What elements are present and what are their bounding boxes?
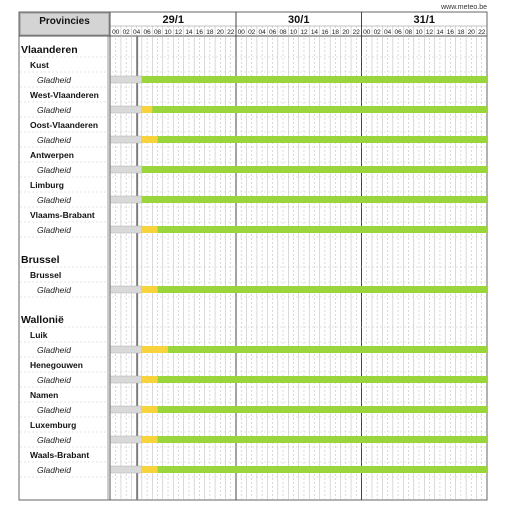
hour-tick-label: 00 bbox=[363, 29, 371, 36]
hour-tick-label: 14 bbox=[310, 29, 319, 36]
bar-segment-yellow bbox=[142, 466, 158, 473]
row-parameter-label: Gladheid bbox=[37, 105, 72, 115]
hour-tick-label: 22 bbox=[227, 29, 235, 36]
bar-segment-green bbox=[158, 466, 487, 473]
bar-segment-gray bbox=[111, 166, 142, 173]
province-label: Antwerpen bbox=[30, 150, 74, 160]
province-label: Henegouwen bbox=[30, 360, 83, 370]
header-label: Provincies bbox=[39, 16, 90, 27]
hour-tick-label: 14 bbox=[436, 29, 444, 36]
hour-tick-label: 08 bbox=[404, 29, 413, 36]
bar-segment-green bbox=[152, 106, 487, 113]
hour-tick-label: 00 bbox=[237, 29, 245, 36]
group-label: Vlaanderen bbox=[21, 44, 78, 56]
row-parameter-label: Gladheid bbox=[37, 375, 72, 385]
bar-segment-yellow bbox=[142, 346, 168, 353]
hour-tick-label: 16 bbox=[195, 29, 204, 36]
bar-segment-green bbox=[158, 226, 487, 233]
hour-tick-label: 02 bbox=[122, 29, 130, 36]
hour-tick-label: 02 bbox=[373, 29, 381, 36]
bar-segment-gray bbox=[111, 406, 142, 413]
bar-segment-green bbox=[158, 406, 487, 413]
hour-tick-label: 16 bbox=[446, 29, 455, 36]
province-label: Kust bbox=[30, 60, 49, 70]
hour-tick-label: 10 bbox=[289, 29, 298, 36]
bar-segment-gray bbox=[111, 226, 142, 233]
bar-segment-gray bbox=[111, 466, 142, 473]
hour-tick-label: 20 bbox=[216, 29, 224, 36]
bar-segment-yellow bbox=[142, 286, 158, 293]
province-label: Vlaams-Brabant bbox=[30, 210, 95, 220]
province-label: Namen bbox=[30, 390, 59, 400]
hour-tick-label: 02 bbox=[248, 29, 256, 36]
hour-tick-label: 06 bbox=[143, 29, 151, 36]
province-label: Luik bbox=[30, 330, 48, 340]
hour-tick-label: 20 bbox=[467, 29, 475, 36]
hour-tick-label: 16 bbox=[321, 29, 329, 36]
hour-tick-label: 06 bbox=[394, 29, 402, 36]
source-label: www.meteo.be bbox=[441, 4, 487, 11]
bar-segment-green bbox=[158, 286, 487, 293]
province-label: West-Vlaanderen bbox=[30, 90, 99, 100]
hour-tick-label: 06 bbox=[268, 29, 277, 36]
group-label: Brussel bbox=[21, 254, 60, 266]
bar-segment-yellow bbox=[142, 436, 158, 443]
bar-segment-green bbox=[142, 76, 487, 83]
bar-segment-gray bbox=[111, 376, 142, 383]
row-parameter-label: Gladheid bbox=[37, 405, 72, 415]
hour-tick-label: 12 bbox=[174, 29, 183, 36]
hour-tick-label: 10 bbox=[415, 29, 423, 36]
province-label: Limburg bbox=[30, 180, 64, 190]
hour-tick-label: 04 bbox=[258, 29, 266, 36]
bar-segment-green bbox=[158, 136, 487, 143]
row-parameter-label: Gladheid bbox=[37, 345, 72, 355]
chart-frame bbox=[19, 12, 487, 500]
row-parameter-label: Gladheid bbox=[37, 195, 72, 205]
hour-tick-label: 22 bbox=[478, 29, 486, 36]
bar-segment-green bbox=[158, 376, 487, 383]
row-parameter-label: Gladheid bbox=[37, 75, 72, 85]
bar-segment-green bbox=[142, 196, 487, 203]
hour-tick-label: 12 bbox=[425, 29, 434, 36]
bar-segment-gray bbox=[111, 346, 142, 353]
bar-segment-gray bbox=[111, 136, 142, 143]
bar-segment-yellow bbox=[142, 376, 158, 383]
hour-tick-label: 20 bbox=[342, 29, 350, 36]
hour-tick-label: 14 bbox=[185, 29, 193, 36]
hour-tick-label: 00 bbox=[112, 29, 120, 36]
bar-segment-gray bbox=[111, 76, 142, 83]
province-label: Brussel bbox=[30, 270, 62, 280]
group-label: Wallonië bbox=[21, 314, 64, 326]
hour-tick-label: 10 bbox=[164, 29, 172, 36]
bar-segment-gray bbox=[111, 196, 142, 203]
row-parameter-label: Gladheid bbox=[37, 285, 72, 295]
hour-tick-label: 22 bbox=[352, 29, 360, 36]
bar-segment-green bbox=[142, 166, 487, 173]
row-parameter-label: Gladheid bbox=[37, 165, 72, 175]
bar-segment-yellow bbox=[142, 106, 152, 113]
hour-tick-label: 18 bbox=[206, 29, 214, 36]
hour-tick-label: 04 bbox=[384, 29, 392, 36]
row-parameter-label: Gladheid bbox=[37, 465, 72, 475]
bar-segment-yellow bbox=[142, 136, 158, 143]
province-label: Waals-Brabant bbox=[30, 450, 90, 460]
row-parameter-label: Gladheid bbox=[37, 225, 72, 235]
row-parameter-label: Gladheid bbox=[37, 135, 72, 145]
hour-tick-label: 04 bbox=[133, 29, 141, 36]
bar-segment-green bbox=[158, 436, 487, 443]
row-parameter-label: Gladheid bbox=[37, 435, 72, 445]
hour-tick-label: 08 bbox=[279, 29, 287, 36]
province-label: Oost-Vlaanderen bbox=[30, 120, 99, 130]
bar-segment-green bbox=[168, 346, 487, 353]
province-label: Luxemburg bbox=[30, 420, 77, 430]
day-label: 31/1 bbox=[413, 14, 435, 26]
hour-tick-label: 18 bbox=[457, 29, 465, 36]
hour-tick-label: 18 bbox=[331, 29, 339, 36]
bar-segment-gray bbox=[111, 286, 142, 293]
bar-segment-yellow bbox=[142, 406, 158, 413]
day-label: 29/1 bbox=[162, 14, 184, 26]
day-label: 30/1 bbox=[288, 14, 310, 26]
grid-layer bbox=[19, 12, 487, 500]
bar-segment-gray bbox=[111, 106, 142, 113]
bar-segment-gray bbox=[111, 436, 142, 443]
hour-tick-label: 08 bbox=[153, 29, 162, 36]
bar-segment-yellow bbox=[142, 226, 158, 233]
hour-tick-label: 12 bbox=[300, 29, 308, 36]
